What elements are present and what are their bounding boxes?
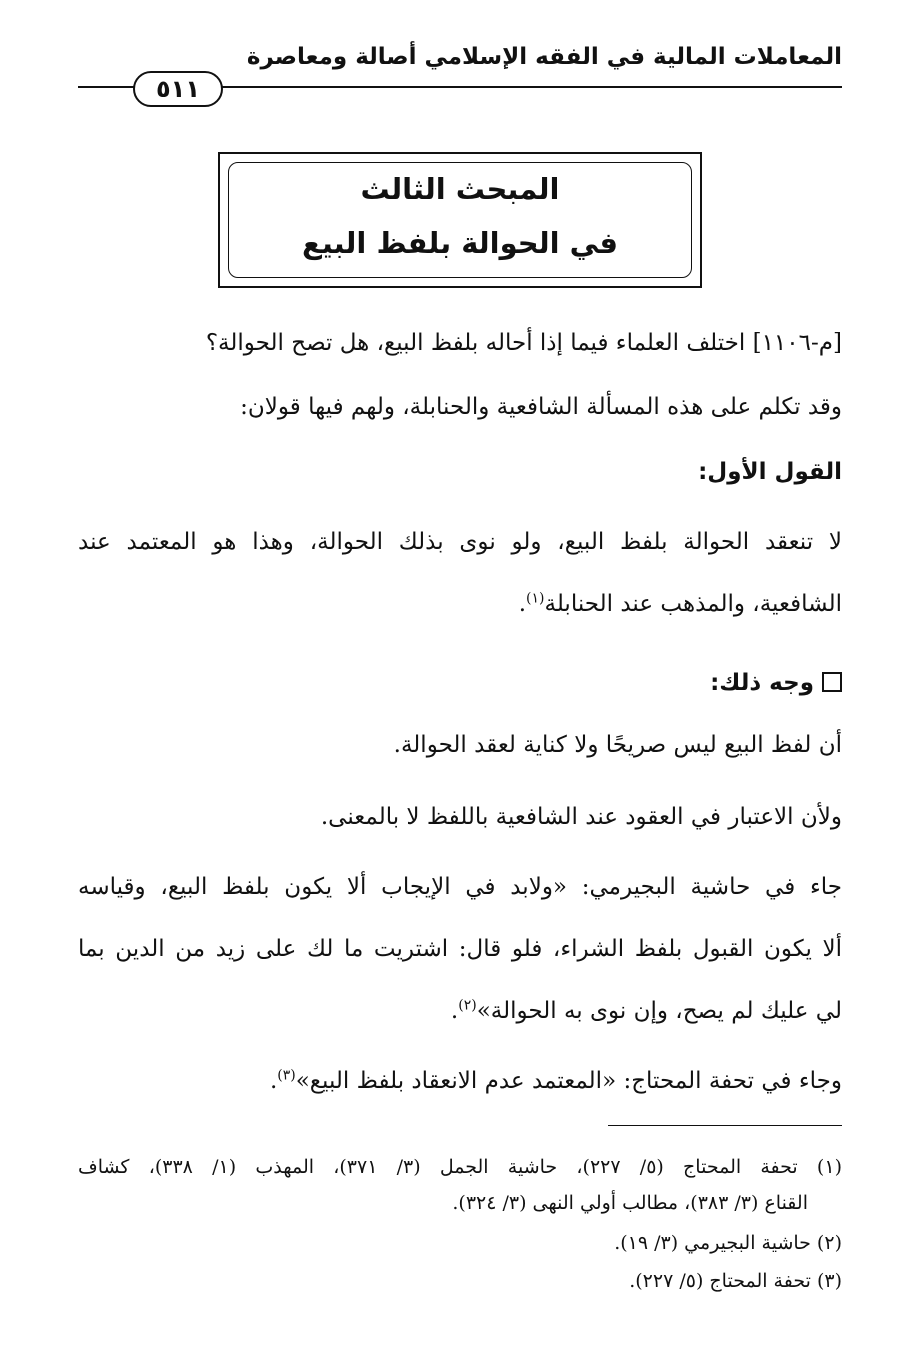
heading-first-opinion: القول الأول: (698, 459, 842, 485)
footnote-ref-3: (٣) (277, 1067, 296, 1084)
section-title-line-1: المبحث الثالث (360, 172, 560, 206)
section-title-frame (218, 152, 702, 288)
period: . (518, 591, 527, 617)
footnote-1-line-2: القناع (٣/ ٣٨٣)، مطالب أولي النهى (٣/ ٣٢٤). (452, 1192, 808, 1214)
quote-tuhfa-text: وجاء في تحفة المحتاج: «المعتمد عدم الانعقاد بلفظ البيع» (295, 1068, 842, 1094)
quote-bujairami-text: لي عليك لم يصح، وإن نوى به الحوالة» (476, 998, 842, 1024)
checkbox-bullet-icon (822, 672, 842, 692)
heading-reason (78, 663, 842, 703)
heading-reason-text: وجه ذلك: (710, 670, 814, 696)
paragraph-intro: وقد تكلم على هذه المسألة الشافعية والحنابلة، ولهم فيها قولان: (240, 394, 842, 420)
paragraph-question: [م-١١٠٦] اختلف العلماء فيما إذا أحاله بلفظ البيع، هل تصح الحوالة؟ (205, 330, 842, 356)
footnote-2: (٢) حاشية البجيرمي (٣/ ١٩). (614, 1232, 842, 1254)
page-number: ٥١١ (133, 71, 223, 107)
footnote-separator (608, 1125, 842, 1126)
quote-bujairami-line-1: جاء في حاشية البجيرمي: «ولابد في الإيجاب ألا يكون بلفظ البيع، وقياسه (78, 874, 842, 900)
quote-bujairami-line-2: ألا يكون القبول بلفظ الشراء، فلو قال: اشتريت ما لك على زيد من الدين بما (78, 936, 842, 962)
section-title-line-2: في الحوالة بلفظ البيع (302, 226, 618, 260)
paragraph-reason-2: ولأن الاعتبار في العقود عند الشافعية باللفظ لا بالمعنى. (320, 804, 842, 830)
paragraph-first-opinion-text: الشافعية، والمذهب عند الحنابلة (544, 591, 842, 617)
paragraph-reason-1: أن لفظ البيع ليس صريحًا ولا كناية لعقد الحوالة. (393, 732, 842, 758)
period: . (450, 998, 459, 1024)
paragraph-first-opinion-line-1: لا تنعقد الحوالة بلفظ البيع، ولو نوى بذلك الحوالة، وهذا هو المعتمد عند (78, 529, 842, 555)
running-header: المعاملات المالية في الفقه الإسلامي أصالة ومعاصرة (246, 44, 842, 70)
paragraph-first-opinion-line-2 (78, 584, 842, 624)
quote-bujairami-line-3 (78, 991, 842, 1031)
period: . (269, 1068, 278, 1094)
footnote-ref-1: (١) (526, 590, 545, 607)
quote-tuhfa (78, 1061, 842, 1101)
footnote-1-line-1: (١) تحفة المحتاج (٥/ ٢٢٧)، حاشية الجمل (٣/ ٣٧١)، المهذب (١/ ٣٣٨)، كشاف (78, 1156, 842, 1178)
footnote-3: (٣) تحفة المحتاج (٥/ ٢٢٧). (629, 1270, 842, 1292)
footnote-ref-2: (٢) (458, 997, 477, 1014)
